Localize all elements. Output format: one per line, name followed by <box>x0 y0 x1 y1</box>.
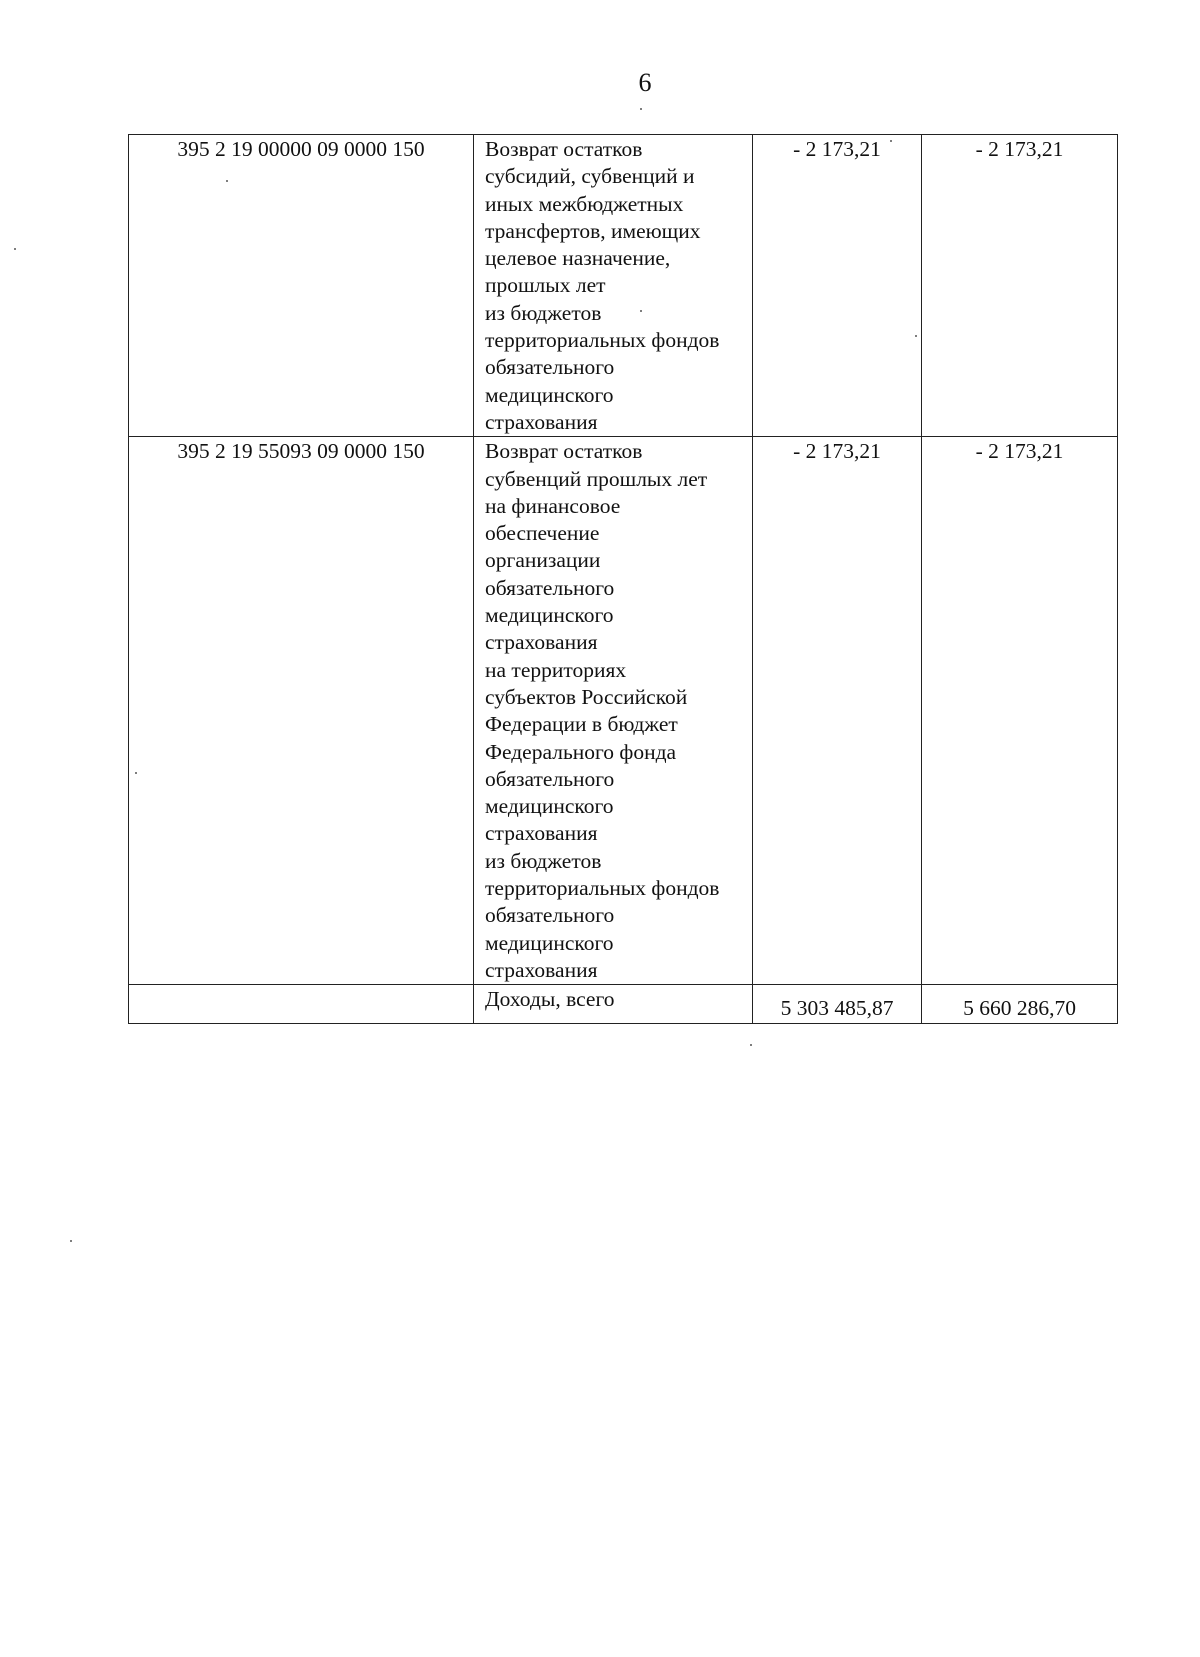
revenue-name <box>474 135 753 437</box>
budget-code: 395 2 19 55093 09 0000 150 <box>129 437 474 985</box>
revenue-name-line: медицинского <box>485 930 614 955</box>
revenue-name-line: страхования <box>485 630 598 655</box>
table-row-total <box>129 985 1118 1024</box>
revenue-name-line: субвенций прошлых лет <box>485 466 708 491</box>
budget-code: 395 2 19 00000 09 0000 150 <box>129 135 474 437</box>
revenue-name-line: обязательного <box>485 355 615 380</box>
revenue-name-line: медицинского <box>485 794 614 819</box>
table-row <box>129 135 1118 437</box>
revenue-name-line: субсидий, субвенций и <box>485 164 695 189</box>
table-row <box>129 437 1118 985</box>
amount-value-1: - 2 173,21 <box>753 437 922 985</box>
revenue-name-line: территориальных фондов <box>485 876 720 901</box>
revenue-name-line: на финансовое <box>485 493 621 518</box>
revenue-name-line: обязательного <box>485 766 615 791</box>
amount-value-1: - 2 173,21 <box>753 135 922 437</box>
total-value-1: 5 303 485,87 <box>753 985 922 1024</box>
total-code-cell <box>129 985 474 1024</box>
revenue-name-line: обязательного <box>485 903 615 928</box>
revenue-name-line: обязательного <box>485 575 615 600</box>
page-number: 6 <box>638 68 652 97</box>
revenue-name-line: субъектов Российской <box>485 684 688 709</box>
revenue-name-line: Возврат остатков <box>485 137 643 161</box>
revenue-name-line: иных межбюджетных <box>485 191 684 216</box>
revenue-name-line: Федерации в бюджет <box>485 712 678 737</box>
revenue-name-line: целевое назначение, <box>485 246 671 271</box>
budget-revenue-table <box>128 134 1118 1024</box>
revenue-name-line: из бюджетов <box>485 848 602 873</box>
revenue-name-line: трансфертов, имеющих <box>485 218 701 243</box>
revenue-name-line: Возврат остатков <box>485 439 643 464</box>
revenue-name-line: Федерального фонда <box>485 739 677 764</box>
total-value-2: 5 660 286,70 <box>922 985 1118 1024</box>
revenue-name-line: медицинского <box>485 382 614 407</box>
revenue-name-line: организации <box>485 548 601 573</box>
table-body <box>129 135 1118 1024</box>
total-label: Доходы, всего <box>474 985 753 1024</box>
amount-value-2: - 2 173,21 <box>922 437 1118 985</box>
revenue-name-line: обеспечение <box>485 521 600 546</box>
revenue-name-line: страхования <box>485 821 598 846</box>
revenue-name <box>474 437 753 985</box>
amount-value-2: - 2 173,21 <box>922 135 1118 437</box>
revenue-name-line: на территориях <box>485 657 627 682</box>
revenue-name-line: территориальных фондов <box>485 328 720 353</box>
revenue-name-line: страхования <box>485 409 598 434</box>
revenue-name-line: страхования <box>485 957 598 982</box>
revenue-name-line: прошлых лет <box>485 273 606 298</box>
revenue-name-line: медицинского <box>485 603 614 628</box>
revenue-name-line: из бюджетов <box>485 300 602 325</box>
